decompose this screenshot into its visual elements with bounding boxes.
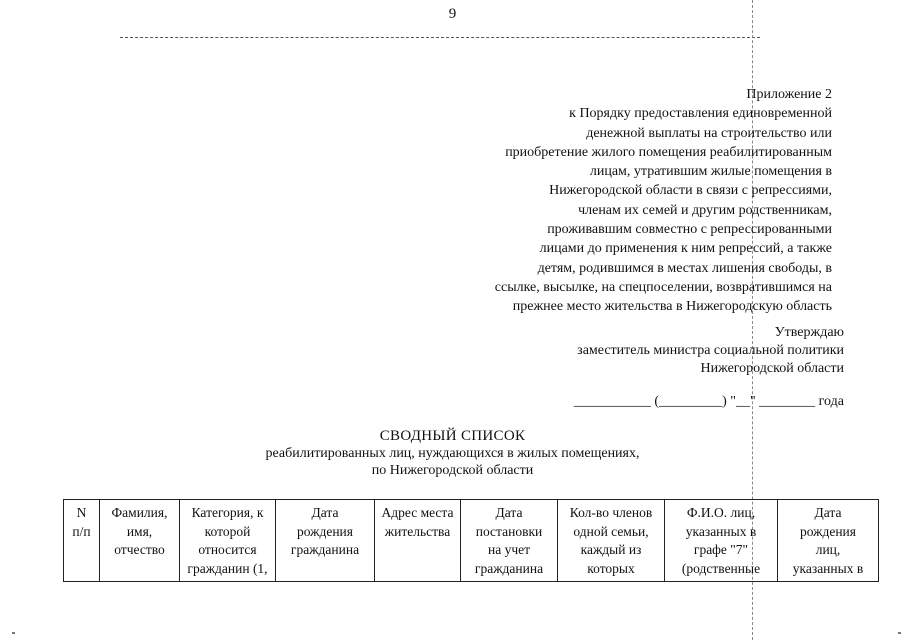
- column-header-full-name: Фамилия, имя, отчество: [100, 500, 180, 582]
- document-subtitle: реабилитированных лиц, нуждающихся в жилых помещениях,: [265, 446, 640, 461]
- appendix-line: проживавшим совместно с репрессированными: [547, 222, 832, 238]
- appendix-line: детям, родившимся в местах лишения свободы, в: [537, 260, 832, 276]
- column-header-number: N п/п: [64, 500, 100, 582]
- appendix-line: лицам, утратившим жилые помещения в: [589, 164, 832, 180]
- column-header-registration-date: Дата постановки на учет гражданина: [461, 500, 558, 582]
- scan-speck: [898, 632, 901, 634]
- column-header-relatives-birth-date: Дата рождения лиц, указанных в: [778, 500, 879, 582]
- appendix-line: денежной выплаты на строительство или: [586, 125, 832, 141]
- appendix-line: членам их семей и другим родственникам,: [578, 202, 832, 218]
- column-header-address: Адрес места жительства: [375, 500, 461, 582]
- document-subtitle: по Нижегородской области: [371, 463, 534, 478]
- column-header-relatives-names: Ф.И.О. лиц, указанных в графе "7" (родственные: [665, 500, 778, 582]
- approval-block: [577, 324, 844, 378]
- column-header-family-members: Кол-во членов одной семьи, каждый из которых: [558, 500, 665, 582]
- page-number: 9: [448, 6, 457, 22]
- appendix-line: лицами до применения к ним репрессий, а также: [539, 241, 832, 257]
- appendix-line: прежнее место жительства в Нижегородскую область: [512, 299, 832, 315]
- appendix-block: [495, 85, 832, 317]
- summary-table: [63, 499, 879, 582]
- document-title: СВОДНЫЙ СПИСОК: [379, 428, 526, 444]
- appendix-line: приобретение жилого помещения реабилитированным: [505, 144, 832, 160]
- table-header-row: [64, 500, 879, 582]
- header-rule: [120, 37, 760, 38]
- approval-line: Утверждаю: [774, 325, 844, 340]
- appendix-line: к Порядку предоставления единовременной: [569, 106, 832, 122]
- appendix-line: Приложение 2: [746, 87, 832, 102]
- approval-line: Нижегородской области: [700, 361, 844, 376]
- title-block: [0, 428, 905, 479]
- scan-speck: [12, 632, 15, 634]
- approval-line: заместитель министра социальной политики: [577, 343, 844, 358]
- appendix-line: ссылке, высылке, на спецпоселении, возвратившимся на: [494, 279, 832, 295]
- column-header-birth-date: Дата рождения гражданина: [276, 500, 375, 582]
- signature-line: ___________ (_________) "__" ________ года: [573, 394, 844, 409]
- column-header-category: Категория, к которой относится гражданин (1,: [180, 500, 276, 582]
- appendix-line: Нижегородской области в связи с репрессиями,: [549, 183, 832, 199]
